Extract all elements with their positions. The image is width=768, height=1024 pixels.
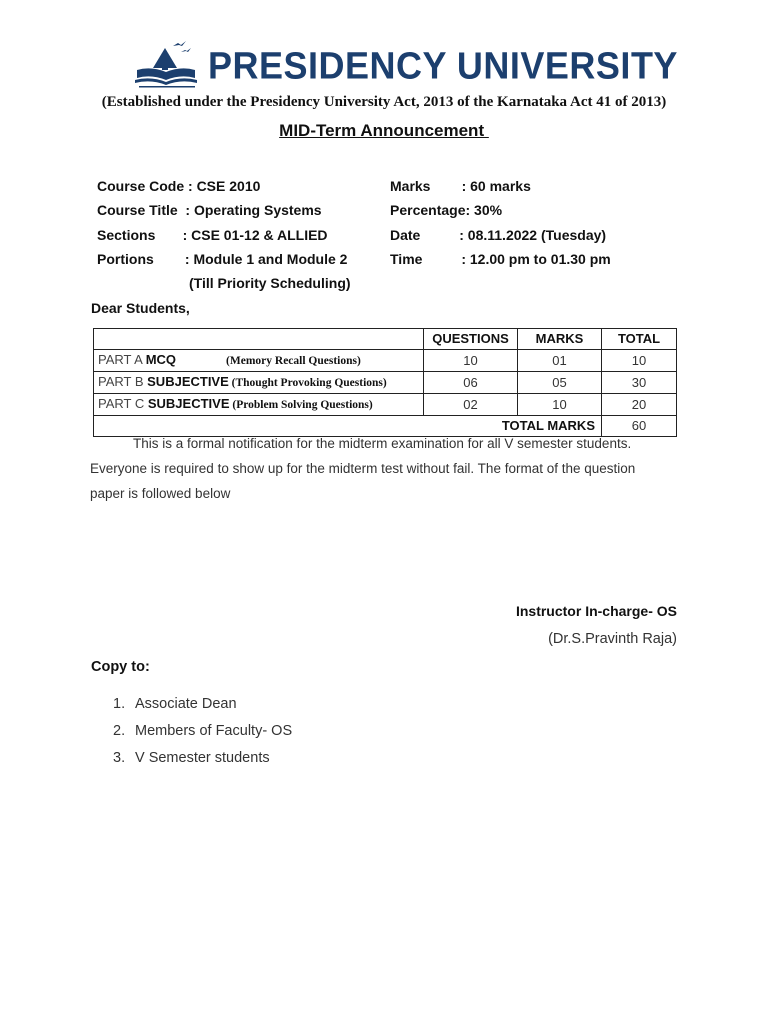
part-type: SUBJECTIVE (147, 374, 229, 389)
part-description: (Problem Solving Questions) (229, 399, 373, 411)
list-item (113, 723, 292, 739)
marks-distribution-table (93, 328, 677, 437)
part-cell (94, 372, 424, 394)
marks-cell: 01 (518, 350, 602, 372)
part-type: MCQ (145, 352, 177, 367)
total-cell: 10 (602, 350, 677, 372)
course-title: Course Title : Operating Systems (97, 202, 322, 218)
table-header-blank (94, 329, 424, 350)
body-line-1: This is a formal notification for the midterm examination for all V semester students. (133, 436, 632, 451)
table-total-row (94, 416, 677, 437)
questions-cell: 06 (424, 372, 518, 394)
list-number: 3. (113, 750, 126, 766)
table-header-row (94, 329, 677, 350)
total-cell: 20 (602, 394, 677, 416)
total-cell: 30 (602, 372, 677, 394)
salutation: Dear Students, (91, 300, 190, 316)
exam-time: Time : 12.00 pm to 01.30 pm (390, 251, 611, 267)
part-description: (Memory Recall Questions) (226, 355, 361, 367)
percentage: Percentage: 30% (390, 202, 503, 218)
part-label: PART A (98, 352, 146, 367)
list-text: Members of Faculty- OS (135, 723, 293, 739)
establishment-note: (Established under the Presidency University Act, 2013 of the Karnataka Act 41 of 2013) (101, 94, 667, 110)
portions-note: (Till Priority Scheduling) (189, 275, 351, 291)
body-line-3: paper is followed below (90, 486, 231, 501)
marks-cell: 05 (518, 372, 602, 394)
table-row (94, 394, 677, 416)
page-title: MID-Term Announcement (279, 121, 489, 140)
list-item (113, 696, 237, 712)
part-cell (94, 394, 424, 416)
list-item (113, 750, 270, 766)
list-number: 1. (113, 696, 126, 712)
portions: Portions : Module 1 and Module 2 (97, 251, 348, 267)
table-row (94, 350, 677, 372)
university-logo-icon (133, 40, 201, 88)
header-total: TOTAL (602, 329, 677, 350)
exam-date: Date : 08.11.2022 (Tuesday) (390, 227, 607, 243)
part-cell (94, 350, 424, 372)
part-label: PART C (98, 396, 148, 411)
questions-cell: 02 (424, 394, 518, 416)
list-text: Associate Dean (135, 696, 237, 712)
body-line-2: Everyone is required to show up for the midterm test without fail. The format of the question (90, 461, 636, 476)
copy-to-heading: Copy to: (91, 659, 150, 675)
course-code: Course Code : CSE 2010 (97, 178, 261, 194)
marks-cell: 10 (518, 394, 602, 416)
marks: Marks : 60 marks (390, 178, 531, 194)
questions-cell: 10 (424, 350, 518, 372)
total-marks-value: 60 (602, 416, 677, 437)
signature-name: (Dr.S.Pravinth Raja) (548, 631, 677, 647)
sections: Sections : CSE 01-12 & ALLIED (97, 227, 328, 243)
signature-role: Instructor In-charge- OS (515, 603, 677, 619)
total-marks-label: TOTAL MARKS (94, 416, 602, 437)
list-number: 2. (113, 723, 126, 739)
list-text: V Semester students (135, 750, 270, 766)
part-label: PART B (98, 374, 148, 389)
header-questions: QUESTIONS (424, 329, 518, 350)
table-row (94, 372, 677, 394)
part-description: (Thought Provoking Questions) (228, 377, 387, 389)
university-name: PRESIDENCY UNIVERSITY (208, 44, 678, 88)
part-type: SUBJECTIVE (147, 396, 230, 411)
header-marks: MARKS (518, 329, 602, 350)
